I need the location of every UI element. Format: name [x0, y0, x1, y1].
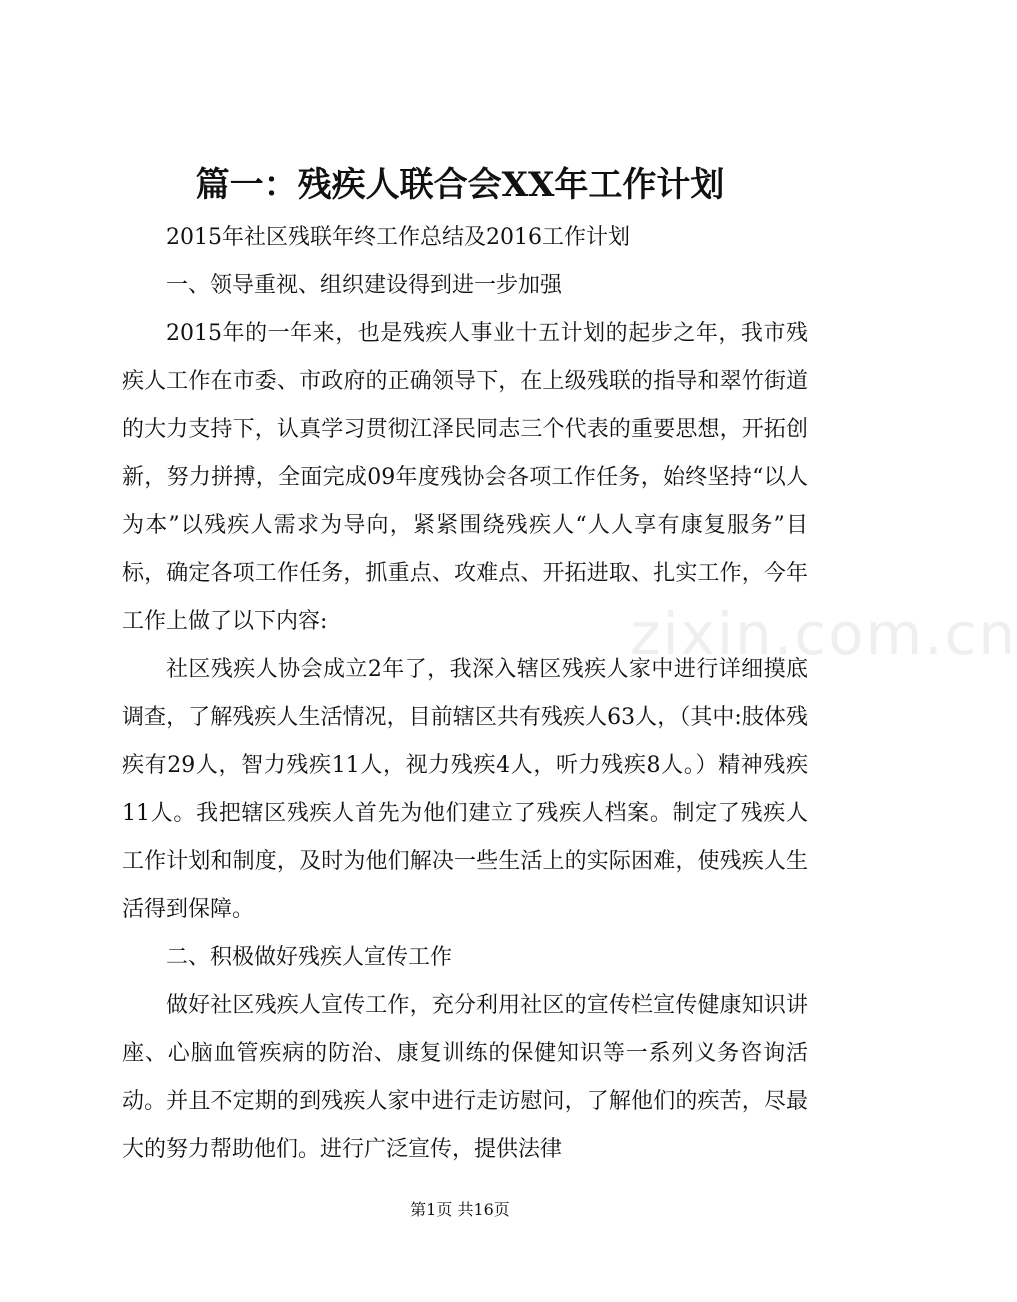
section-heading-1: 一、领导重视、组织建设得到进一步加强	[166, 273, 563, 298]
section-heading-2: 二、积极做好残疾人宣传工作	[166, 945, 453, 970]
watermark-text: zixin.com.cn	[630, 600, 1017, 668]
document-body	[122, 214, 808, 1174]
subtitle-paragraph: 2015年社区残联年终工作总结及2016工作计划	[166, 225, 630, 250]
page-footer: 第1页 共16页	[410, 1200, 510, 1219]
body-paragraph: 社区残疾人协会成立2年了，我深入辖区残疾人家中进行详细摸底调查，了解残疾人生活情况，目前辖区共有残疾人63人，（其中:肢体残疾有29人，智力残疾11人，视力残疾4人，听力残疾8人。）精神残疾11人。我把辖区残疾人首先为他们建立了残疾人档案。制定了残疾人工作计划和制度，及时为他们解决一些生活上的实际困难，使残疾人生活得到保障。	[122, 657, 808, 922]
body-paragraph: 2015年的一年来，也是残疾人事业十五计划的起步之年，我市残疾人工作在市委、市政府的正确领导下，在上级残联的指导和翠竹街道的大力支持下，认真学习贯彻江泽民同志三个代表的重要思想，开拓创新，努力拼搏，全面完成09年度残协会各项工作任务，始终坚持“以人为本”以残疾人需求为导向，紧紧围绕残疾人“人人享有康复服务”目标，确定各项工作任务，抓重点、攻难点、开拓进取、扎实工作，今年工作上做了以下内容:	[122, 321, 808, 634]
body-paragraph: 做好社区残疾人宣传工作，充分利用社区的宣传栏宣传健康知识讲座、心脑血管疾病的防治、康复训练的保健知识等一系列义务咨询活动。并且不定期的到残疾人家中进行走访慰问，了解他们的疾苦，尽最大的努力帮助他们。进行广泛宣传，提供法律	[122, 993, 808, 1162]
document-title: 篇一：残疾人联合会XX年工作计划	[195, 165, 725, 205]
